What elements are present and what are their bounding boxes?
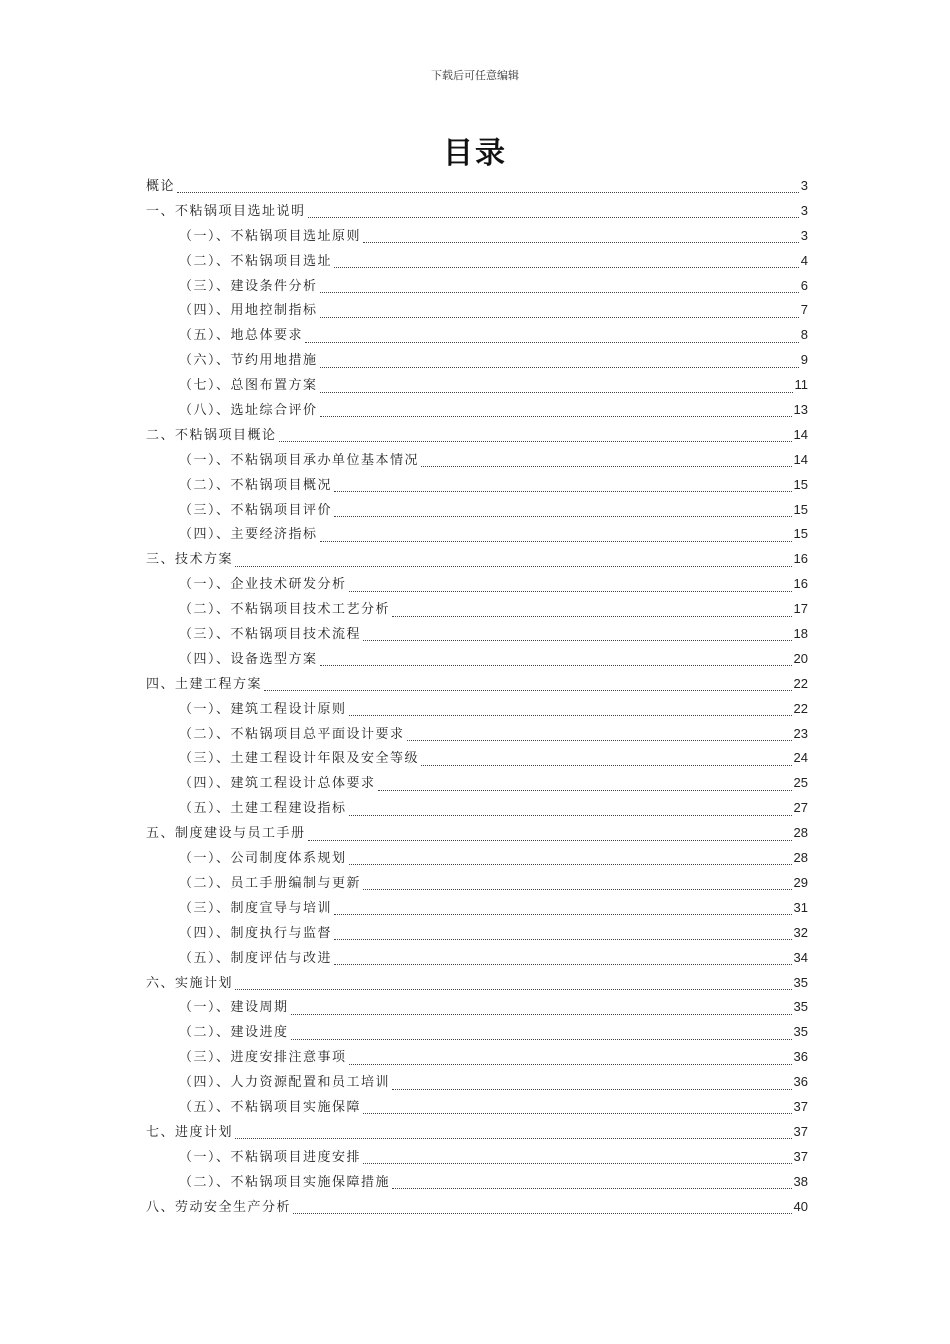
toc-entry[interactable] <box>146 1045 808 1070</box>
toc-entry[interactable] <box>146 1120 808 1145</box>
toc-entry-label: （二）、建设进度 <box>179 1025 289 1041</box>
toc-entry[interactable] <box>146 796 808 821</box>
toc-entry-label: 一、不粘锅项目选址说明 <box>146 203 306 219</box>
toc-leader-dots <box>264 681 792 691</box>
toc-entry-page-number: 11 <box>794 377 808 393</box>
toc-entry[interactable] <box>146 174 808 199</box>
toc-leader-dots <box>308 831 792 841</box>
toc-leader-dots <box>235 980 792 990</box>
toc-entry-page-number: 32 <box>793 924 808 940</box>
toc-entry-page-number: 22 <box>793 700 808 716</box>
toc-entry[interactable] <box>146 398 808 423</box>
toc-leader-dots <box>320 283 799 293</box>
toc-entry[interactable] <box>146 597 808 622</box>
toc-leader-dots <box>279 432 792 442</box>
toc-entry[interactable] <box>146 572 808 597</box>
toc-entry[interactable] <box>146 1020 808 1045</box>
toc-entry[interactable] <box>146 348 808 373</box>
toc-entry[interactable] <box>146 896 808 921</box>
toc-entry-label: 四、土建工程方案 <box>146 676 263 692</box>
toc-entry[interactable] <box>146 921 808 946</box>
toc-entry-page-number: 8 <box>800 327 808 343</box>
toc-entry[interactable] <box>146 971 808 996</box>
toc-entry-label: （一）、企业技术研发分析 <box>179 577 347 593</box>
toc-leader-dots <box>320 407 792 417</box>
toc-entry-label: （四）、制度执行与监督 <box>179 925 333 941</box>
toc-entry-page-number: 28 <box>793 850 808 866</box>
toc-entry[interactable] <box>146 448 808 473</box>
toc-entry[interactable] <box>146 373 808 398</box>
toc-entry-page-number: 38 <box>793 1173 808 1189</box>
toc-entry-page-number: 16 <box>793 576 808 592</box>
toc-leader-dots <box>320 383 793 393</box>
toc-entry[interactable] <box>146 1145 808 1170</box>
toc-entry-label: （三）、进度安排注意事项 <box>179 1050 347 1066</box>
toc-leader-dots <box>291 1030 792 1040</box>
toc-entry-label: （五）、土建工程建设指标 <box>179 801 347 817</box>
toc-entry[interactable] <box>146 1195 808 1220</box>
toc-leader-dots <box>320 358 799 368</box>
toc-entry-page-number: 15 <box>793 476 808 492</box>
toc-leader-dots <box>363 233 799 243</box>
toc-entry-label: （四）、用地控制指标 <box>179 303 318 319</box>
header-note: 下载后可任意编辑 <box>431 69 519 82</box>
toc-title: 目录 <box>443 136 507 171</box>
toc-leader-dots <box>349 855 792 865</box>
toc-entry[interactable] <box>146 274 808 299</box>
toc-entry[interactable] <box>146 746 808 771</box>
toc-entry-label: （一）、建设周期 <box>179 1000 289 1016</box>
toc-entry-page-number: 37 <box>793 1123 808 1139</box>
toc-leader-dots <box>363 880 792 890</box>
toc-leader-dots <box>421 457 792 467</box>
toc-leader-dots <box>392 607 792 617</box>
toc-entry[interactable] <box>146 473 808 498</box>
toc-entry-page-number: 3 <box>800 202 808 218</box>
toc-entry-page-number: 29 <box>793 874 808 890</box>
toc-entry-label: （一）、不粘锅项目选址原则 <box>179 228 362 244</box>
toc-entry[interactable] <box>146 1095 808 1120</box>
toc-entry[interactable] <box>146 771 808 796</box>
toc-entry-label: （三）、不粘锅项目评价 <box>179 502 333 518</box>
toc-entry-label: （四）、人力资源配置和员工培训 <box>179 1075 391 1091</box>
toc-entry-page-number: 37 <box>793 1098 808 1114</box>
toc-entry-label: （五）、不粘锅项目实施保障 <box>179 1099 362 1115</box>
toc-entry-page-number: 35 <box>793 1024 808 1040</box>
toc-entry-page-number: 24 <box>793 750 808 766</box>
toc-leader-dots <box>363 1154 792 1164</box>
toc-entry-page-number: 28 <box>793 825 808 841</box>
toc-leader-dots <box>392 1179 792 1189</box>
toc-entry-page-number: 15 <box>793 526 808 542</box>
toc-entry[interactable] <box>146 821 808 846</box>
toc-entry-label: （七）、总图布置方案 <box>179 378 318 394</box>
toc-entry-page-number: 16 <box>793 551 808 567</box>
toc-entry[interactable] <box>146 1170 808 1195</box>
toc-entry-page-number: 15 <box>793 501 808 517</box>
toc-entry-page-number: 35 <box>793 999 808 1015</box>
toc-entry-page-number: 7 <box>800 302 808 318</box>
toc-entry[interactable] <box>146 871 808 896</box>
toc-entry-page-number: 6 <box>800 277 808 293</box>
toc-leader-dots <box>334 905 792 915</box>
toc-leader-dots <box>334 482 792 492</box>
toc-leader-dots <box>363 1104 792 1114</box>
toc-entry-label: （一）、公司制度体系规划 <box>179 851 347 867</box>
toc-entry-label: （一）、建筑工程设计原则 <box>179 701 347 717</box>
toc-entry-label: （二）、不粘锅项目实施保障措施 <box>179 1174 391 1190</box>
toc-entry-label: 二、不粘锅项目概论 <box>146 427 277 443</box>
toc-entry-page-number: 35 <box>793 974 808 990</box>
toc-entry-page-number: 31 <box>793 899 808 915</box>
toc-leader-dots <box>305 333 799 343</box>
toc-entry-label: 八、劳动安全生产分析 <box>146 1199 292 1215</box>
toc-entry[interactable] <box>146 1070 808 1095</box>
toc-entry[interactable] <box>146 323 808 348</box>
toc-entry-label: （一）、不粘锅项目承办单位基本情况 <box>179 452 420 468</box>
toc-entry-label: 三、技术方案 <box>146 552 234 568</box>
toc-entry-page-number: 40 <box>793 1198 808 1214</box>
toc-leader-dots <box>334 507 792 517</box>
toc-entry-label: （三）、制度宣导与培训 <box>179 900 333 916</box>
toc-leader-dots <box>291 1005 792 1015</box>
toc-leader-dots <box>334 930 792 940</box>
toc-leader-dots <box>235 557 792 567</box>
toc-entry-label: （三）、不粘锅项目技术流程 <box>179 627 362 643</box>
toc-leader-dots <box>392 1080 792 1090</box>
toc-entry-label: （八）、选址综合评价 <box>179 403 318 419</box>
toc-entry-page-number: 36 <box>793 1049 808 1065</box>
toc-leader-dots <box>349 582 792 592</box>
table-of-contents <box>146 174 808 1219</box>
toc-entry-label: （五）、地总体要求 <box>179 328 304 344</box>
toc-entry-label: （三）、土建工程设计年限及安全等级 <box>179 751 420 767</box>
toc-leader-dots <box>334 258 799 268</box>
toc-entry-page-number: 36 <box>793 1074 808 1090</box>
toc-entry-page-number: 27 <box>793 800 808 816</box>
toc-entry-page-number: 23 <box>793 725 808 741</box>
toc-entry-page-number: 3 <box>800 227 808 243</box>
toc-leader-dots <box>308 208 799 218</box>
toc-entry-page-number: 13 <box>793 402 808 418</box>
toc-entry[interactable] <box>146 697 808 722</box>
toc-leader-dots <box>378 781 792 791</box>
toc-entry[interactable] <box>146 622 808 647</box>
toc-entry-page-number: 22 <box>793 675 808 691</box>
toc-leader-dots <box>320 532 792 542</box>
toc-entry-label: （五）、制度评估与改进 <box>179 950 333 966</box>
toc-entry-label: （二）、不粘锅项目总平面设计要求 <box>179 726 405 742</box>
toc-leader-dots <box>349 1055 792 1065</box>
toc-entry[interactable] <box>146 995 808 1020</box>
toc-entry-page-number: 18 <box>793 626 808 642</box>
toc-entry[interactable] <box>146 647 808 672</box>
toc-leader-dots <box>349 806 792 816</box>
toc-entry[interactable] <box>146 672 808 697</box>
toc-entry-label: （二）、员工手册编制与更新 <box>179 875 362 891</box>
toc-leader-dots <box>421 756 792 766</box>
toc-entry-page-number: 14 <box>793 451 808 467</box>
toc-leader-dots <box>293 1204 792 1214</box>
toc-leader-dots <box>407 731 792 741</box>
toc-entry-label: （四）、建筑工程设计总体要求 <box>179 776 376 792</box>
toc-entry[interactable] <box>146 722 808 747</box>
toc-entry-label: （二）、不粘锅项目技术工艺分析 <box>179 602 391 618</box>
toc-entry[interactable] <box>146 946 808 971</box>
toc-entry-label: 六、实施计划 <box>146 975 234 991</box>
toc-entry-page-number: 3 <box>800 178 808 193</box>
toc-entry-page-number: 9 <box>800 352 808 368</box>
toc-leader-dots <box>320 656 792 666</box>
toc-entry[interactable] <box>146 298 808 323</box>
toc-entry-label: （六）、节约用地措施 <box>179 353 318 369</box>
toc-entry-page-number: 37 <box>793 1148 808 1164</box>
toc-entry-page-number: 20 <box>793 650 808 666</box>
toc-entry[interactable] <box>146 224 808 249</box>
toc-leader-dots <box>363 631 792 641</box>
toc-entry[interactable] <box>146 498 808 523</box>
toc-entry[interactable] <box>146 547 808 572</box>
toc-entry[interactable] <box>146 522 808 547</box>
toc-entry-page-number: 34 <box>793 949 808 965</box>
toc-entry-label: 七、进度计划 <box>146 1124 234 1140</box>
toc-entry-label: （四）、设备选型方案 <box>179 651 318 667</box>
toc-leader-dots <box>349 706 792 716</box>
toc-entry-label: 五、制度建设与员工手册 <box>146 826 306 842</box>
toc-entry-page-number: 17 <box>793 601 808 617</box>
toc-entry[interactable] <box>146 423 808 448</box>
toc-entry[interactable] <box>146 846 808 871</box>
toc-leader-dots <box>334 955 792 965</box>
toc-entry[interactable] <box>146 249 808 274</box>
toc-leader-dots <box>320 308 799 318</box>
toc-entry-label: （三）、建设条件分析 <box>179 278 318 294</box>
toc-entry-label: （四）、主要经济指标 <box>179 527 318 543</box>
toc-entry-label: （二）、不粘锅项目选址 <box>179 253 333 269</box>
toc-entry-label: （二）、不粘锅项目概况 <box>179 477 333 493</box>
toc-entry-page-number: 4 <box>800 252 808 268</box>
toc-entry-label: 概论 <box>146 179 176 194</box>
toc-entry[interactable] <box>146 199 808 224</box>
toc-entry-page-number: 14 <box>793 426 808 442</box>
toc-leader-dots <box>235 1129 792 1139</box>
toc-leader-dots <box>177 183 799 193</box>
toc-entry-label: （一）、不粘锅项目进度安排 <box>179 1149 362 1165</box>
toc-entry-page-number: 25 <box>793 775 808 791</box>
